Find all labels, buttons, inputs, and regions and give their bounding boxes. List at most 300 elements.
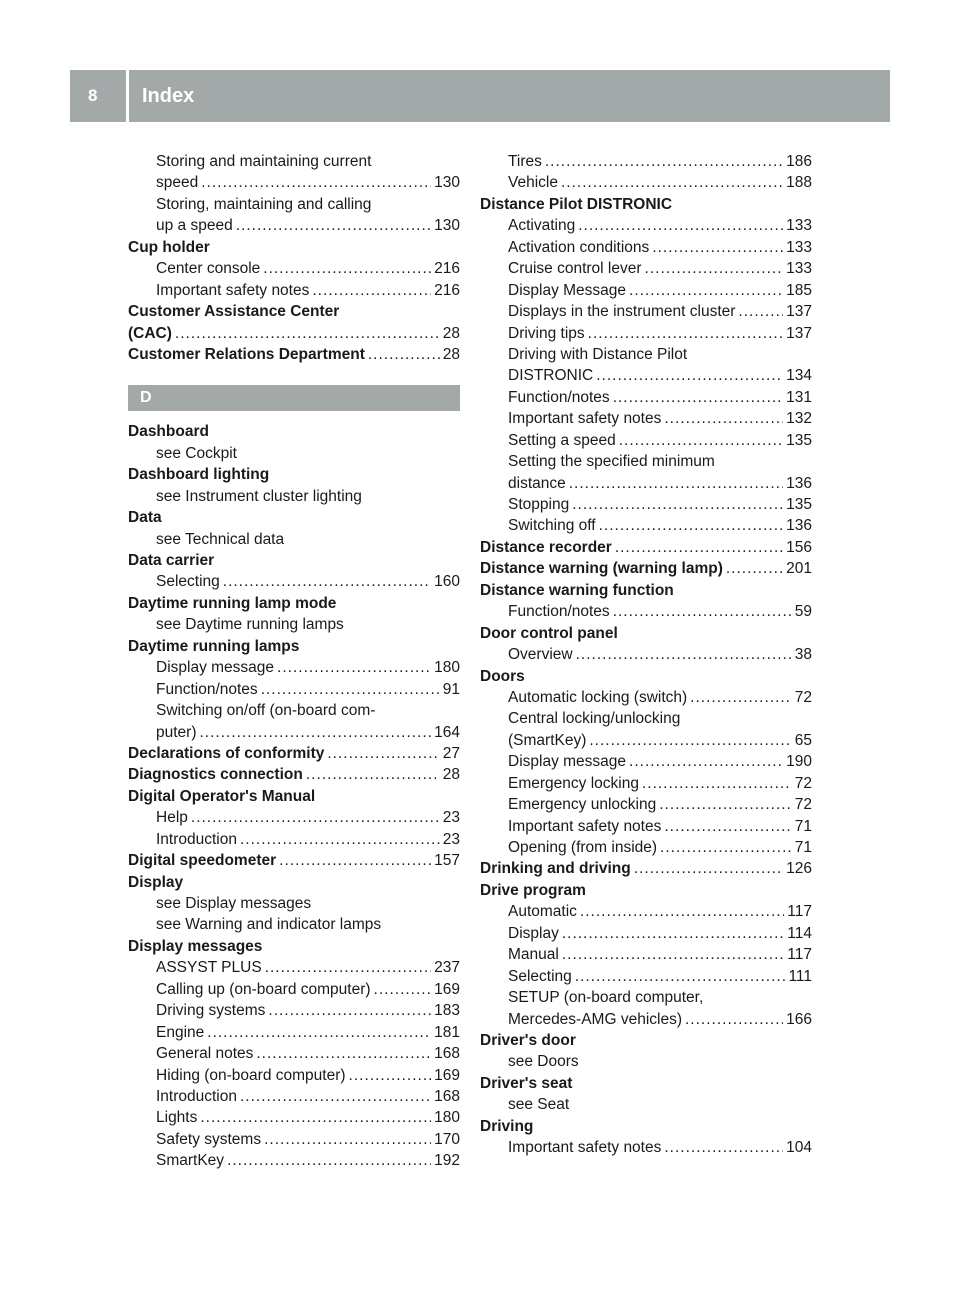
index-subentry [480, 451, 812, 472]
subentry-term: Emergency unlocking [508, 796, 657, 814]
page-reference[interactable]: 28 [442, 766, 460, 784]
dot-leader [596, 365, 783, 386]
index-subentry [480, 708, 812, 729]
page-title: Index [142, 84, 195, 107]
page-reference[interactable]: 169 [434, 1066, 460, 1084]
index-entry [480, 1073, 812, 1094]
subentry-term: Help [156, 809, 188, 827]
page-reference[interactable]: 130 [434, 174, 460, 192]
entry-term: Driving [480, 1117, 534, 1135]
entry-term: Digital Operator's Manual [128, 787, 316, 805]
index-entry [128, 323, 460, 344]
subentry-term: see Instrument cluster lighting [156, 487, 362, 505]
index-subentry [128, 1086, 460, 1107]
page-reference[interactable]: 180 [434, 1109, 460, 1127]
subentry-term: Storing and maintaining current [156, 153, 372, 170]
page-reference[interactable]: 111 [788, 967, 812, 985]
dot-leader [664, 408, 783, 429]
dot-leader [652, 237, 783, 258]
dot-leader [200, 1107, 431, 1128]
subentry-term: Tires [508, 153, 542, 170]
entry-term: Cup holder [128, 238, 210, 256]
index-subentry [480, 730, 812, 751]
dot-leader [374, 979, 432, 1000]
subentry-term: see Doors [508, 1053, 579, 1071]
section-letter-header: D [128, 385, 460, 411]
dot-leader [223, 571, 431, 592]
entry-term: Daytime running lamps [128, 637, 300, 655]
subentry-term: Vehicle [508, 174, 558, 192]
page-reference[interactable]: 133 [786, 217, 812, 235]
index-subentry [128, 700, 460, 721]
page-reference[interactable]: 216 [434, 281, 460, 299]
index-subentry [128, 957, 460, 978]
index-subentry [128, 979, 460, 1000]
page-reference[interactable]: 134 [786, 367, 812, 385]
subentry-term: Calling up (on-board computer) [156, 980, 371, 998]
entry-term: Distance warning (warning lamp) [480, 560, 723, 578]
page-reference[interactable]: 130 [434, 217, 460, 235]
subentry-term: Switching on/off (on-board com- [156, 702, 376, 720]
page-reference[interactable]: 23 [442, 830, 460, 848]
index-entry [128, 593, 460, 614]
subentry-term: Overview [508, 646, 573, 664]
index-subentry [480, 473, 812, 494]
subentry-term: Hiding (on-board computer) [156, 1066, 346, 1084]
subentry-term: Introduction [156, 830, 237, 848]
entry-term: Customer Assistance Center [128, 303, 340, 321]
entry-term: Display messages [128, 937, 263, 955]
dot-leader [615, 537, 783, 558]
page-reference[interactable]: 168 [434, 1087, 460, 1105]
page-reference[interactable]: 181 [434, 1023, 460, 1041]
entry-term: Digital speedometer [128, 852, 277, 870]
index-subentry [128, 679, 460, 700]
subentry-term: Engine [156, 1023, 205, 1041]
index-subentry [480, 172, 812, 193]
dot-leader [634, 858, 783, 879]
page-reference[interactable]: 160 [434, 573, 460, 591]
dot-leader [256, 1043, 431, 1064]
dot-leader [572, 494, 783, 515]
index-subentry [480, 1137, 812, 1158]
subentry-term: Driving with Distance Pilot [508, 345, 688, 363]
page-reference[interactable]: 186 [786, 153, 812, 170]
page-reference[interactable]: 201 [786, 560, 812, 578]
dot-leader [589, 730, 791, 751]
index-subentry [128, 614, 460, 635]
index-subentry [128, 1000, 460, 1021]
subentry-term: see Seat [508, 1096, 570, 1114]
page-reference[interactable]: 137 [786, 303, 812, 321]
index-column-right [480, 151, 812, 1159]
subentry-term: Function/notes [508, 603, 610, 621]
index-subentry [128, 172, 460, 193]
index-entry [128, 764, 460, 785]
subentry-term: Important safety notes [156, 281, 310, 299]
entry-term: Diagnostics connection [128, 766, 303, 784]
subentry-term: Activating [508, 217, 576, 235]
dot-leader [227, 1150, 431, 1171]
page-reference[interactable]: 65 [794, 731, 812, 749]
subentry-term: Stopping [508, 496, 570, 513]
subentry-term: Emergency locking [508, 774, 639, 792]
index-entry [128, 872, 460, 893]
page-reference[interactable]: 126 [786, 860, 812, 878]
page-reference[interactable]: 190 [786, 753, 812, 771]
page-reference[interactable]: 72 [794, 796, 812, 814]
dot-leader [545, 151, 783, 172]
entry-term: Daytime running lamp mode [128, 594, 337, 612]
dot-leader [277, 657, 431, 678]
index-entry [128, 464, 460, 485]
index-entry [128, 550, 460, 571]
index-subentry [480, 280, 812, 301]
dot-leader [175, 323, 440, 344]
dot-leader [268, 1000, 431, 1021]
index-subentry [480, 365, 812, 386]
page-reference[interactable]: 71 [794, 839, 812, 856]
subentry-term: Selecting [508, 967, 572, 985]
subentry-term: see Cockpit [156, 444, 237, 462]
index-subentry [128, 914, 460, 935]
page-reference[interactable]: 28 [442, 345, 460, 363]
dot-leader [575, 966, 786, 987]
page-reference[interactable]: 170 [434, 1130, 460, 1148]
subentry-term: Safety systems [156, 1130, 262, 1148]
entry-term: Doors [480, 667, 525, 685]
page-reference[interactable]: 132 [786, 410, 812, 428]
page-reference[interactable]: 28 [442, 324, 460, 342]
page-reference[interactable]: 168 [434, 1045, 460, 1063]
index-entry [128, 301, 460, 322]
dot-leader [265, 957, 431, 978]
page-reference[interactable]: 72 [794, 774, 812, 792]
dot-leader [327, 743, 439, 764]
dot-leader [207, 1022, 431, 1043]
index-entry [128, 344, 460, 365]
entry-term: Door control panel [480, 624, 618, 642]
index-subentry [480, 837, 812, 858]
index-subentry [128, 807, 460, 828]
index-entry [128, 507, 460, 528]
page-reference[interactable]: 183 [434, 1002, 460, 1020]
page-reference[interactable]: 131 [786, 388, 812, 406]
subentry-term: SETUP (on-board computer, [508, 989, 704, 1007]
entry-term: Declarations of conformity [128, 744, 325, 762]
index-subentry [128, 1150, 460, 1171]
subentry-term: Lights [156, 1109, 198, 1127]
index-subentry [480, 751, 812, 772]
dot-leader [599, 515, 784, 536]
index-subentry [128, 1107, 460, 1128]
page-reference[interactable]: 192 [434, 1152, 460, 1170]
page-reference[interactable]: 136 [786, 517, 812, 535]
subentry-term: see Daytime running lamps [156, 616, 344, 634]
entry-term: Data [128, 509, 162, 527]
dot-leader [576, 644, 792, 665]
subentry-term: Central locking/unlocking [508, 710, 681, 728]
subentry-term: (SmartKey) [508, 731, 587, 749]
dot-leader [738, 301, 783, 322]
index-subentry [128, 722, 460, 743]
dot-leader [306, 764, 440, 785]
index-subentry [480, 515, 812, 536]
page-reference[interactable]: 157 [434, 852, 460, 870]
subentry-term: puter) [156, 723, 197, 741]
index-subentry [480, 944, 812, 965]
subentry-term: Display Message [508, 281, 627, 299]
subentry-term: Introduction [156, 1087, 237, 1105]
page-reference[interactable]: 133 [786, 238, 812, 256]
index-entry [128, 936, 460, 957]
page-reference[interactable]: 117 [787, 946, 812, 964]
subentry-term: Automatic locking (switch) [508, 688, 688, 706]
index-subentry [128, 258, 460, 279]
dot-leader [201, 172, 431, 193]
dot-leader [240, 1086, 431, 1107]
entry-term: Driver's door [480, 1031, 576, 1049]
subentry-term: ASSYST PLUS [156, 959, 262, 977]
subentry-term: Function/notes [156, 680, 258, 698]
index-entry [480, 1116, 812, 1137]
subentry-term: up a speed [156, 217, 233, 235]
subentry-term: Driving tips [508, 324, 585, 342]
dot-leader [726, 558, 783, 579]
index-subentry [480, 408, 812, 429]
index-subentry [128, 1022, 460, 1043]
dot-leader [664, 1137, 783, 1158]
index-subentry [480, 387, 812, 408]
subentry-term: Display [508, 924, 559, 942]
dot-leader [613, 601, 792, 622]
page-reference[interactable]: 135 [786, 496, 812, 513]
page-reference[interactable]: 135 [786, 431, 812, 449]
index-entry [128, 421, 460, 442]
subentry-term: Manual [508, 946, 559, 964]
index-entry [480, 558, 812, 579]
page-reference[interactable]: 185 [786, 281, 812, 299]
dot-leader [580, 901, 784, 922]
dot-leader [629, 751, 783, 772]
index-subentry [128, 829, 460, 850]
index-subentry [480, 601, 812, 622]
page-reference[interactable]: 117 [787, 903, 812, 921]
index-subentry [128, 194, 460, 215]
dot-leader [690, 687, 792, 708]
dot-leader [569, 473, 783, 494]
subentry-term: Display message [508, 753, 627, 771]
dot-leader [240, 829, 440, 850]
dot-leader [588, 323, 783, 344]
page-reference[interactable]: 27 [442, 744, 460, 762]
entry-term: Customer Relations Department [128, 345, 365, 363]
entry-term: Drinking and driving [480, 860, 631, 878]
index-subentry [480, 237, 812, 258]
entry-term: (CAC) [128, 324, 172, 342]
subentry-term: see Display messages [156, 895, 312, 912]
index-subentry [480, 1051, 812, 1072]
index-entry [128, 237, 460, 258]
dot-leader [619, 430, 783, 451]
dot-leader [200, 722, 432, 743]
index-subentry [480, 215, 812, 236]
index-subentry [128, 1129, 460, 1150]
entry-term: Driver's seat [480, 1074, 573, 1092]
entry-term: Distance warning function [480, 581, 674, 599]
page-reference[interactable]: 180 [434, 659, 460, 677]
page-reference[interactable]: 156 [786, 538, 812, 556]
dot-leader [236, 215, 431, 236]
dot-leader [263, 258, 431, 279]
subentry-term: Switching off [508, 517, 596, 535]
dot-leader [368, 344, 440, 365]
subentry-term: Activation conditions [508, 238, 650, 256]
index-subentry [128, 1043, 460, 1064]
entry-term: Drive program [480, 881, 586, 899]
entry-term: Dashboard lighting [128, 466, 270, 484]
subentry-term: Center console [156, 260, 261, 278]
index-subentry [128, 571, 460, 592]
index-subentry [480, 966, 812, 987]
dot-leader [561, 172, 783, 193]
index-entry [480, 666, 812, 687]
subentry-term: Display message [156, 659, 275, 677]
page-reference[interactable]: 114 [787, 924, 812, 942]
index-entry [480, 194, 812, 215]
entry-term: Distance Pilot DISTRONIC [480, 195, 673, 213]
index-subentry [480, 773, 812, 794]
subentry-term: Important safety notes [508, 410, 662, 428]
dot-leader [613, 387, 783, 408]
index-subentry [480, 1009, 812, 1030]
dot-leader [629, 280, 783, 301]
index-subentry [128, 486, 460, 507]
subentry-term: Cruise control lever [508, 260, 642, 278]
index-subentry [128, 529, 460, 550]
subentry-term: Setting a speed [508, 431, 616, 449]
dot-leader [264, 1129, 431, 1150]
index-subentry [480, 1094, 812, 1115]
dot-leader [659, 794, 792, 815]
index-entry [128, 743, 460, 764]
page-reference[interactable]: 188 [786, 174, 812, 192]
index-entry [128, 850, 460, 871]
page-reference[interactable]: 38 [794, 646, 812, 664]
dot-leader [642, 773, 792, 794]
index-entry [128, 786, 460, 807]
index-entry [480, 1030, 812, 1051]
index-entry [480, 537, 812, 558]
index-subentry [128, 215, 460, 236]
index-subentry [480, 987, 812, 1008]
subentry-term: General notes [156, 1045, 254, 1063]
dot-leader [279, 850, 431, 871]
subentry-term: Driving systems [156, 1002, 266, 1020]
subentry-term: Automatic [508, 903, 577, 921]
index-subentry [480, 816, 812, 837]
subentry-term: distance [508, 474, 566, 492]
index-entry [480, 580, 812, 601]
index-subentry [480, 494, 812, 515]
subentry-term: see Technical data [156, 530, 285, 548]
subentry-term: Important safety notes [508, 817, 662, 835]
index-column-left [128, 151, 460, 1172]
subentry-term: see Warning and indicator lamps [156, 916, 382, 934]
subentry-term: Storing, maintaining and calling [156, 195, 372, 213]
page-reference[interactable]: 91 [442, 680, 460, 698]
page-reference[interactable]: 71 [794, 817, 812, 835]
page-reference[interactable]: 166 [786, 1010, 812, 1028]
index-subentry [480, 644, 812, 665]
index-subentry [480, 344, 812, 365]
page-reference[interactable]: 136 [786, 474, 812, 492]
entry-term: Dashboard [128, 423, 209, 441]
page-reference[interactable]: 133 [786, 260, 812, 278]
index-subentry [480, 301, 812, 322]
index-entry [480, 858, 812, 879]
page-reference[interactable]: 137 [786, 324, 812, 342]
subentry-term: Selecting [156, 573, 220, 591]
index-entry [480, 880, 812, 901]
index-subentry [128, 893, 460, 914]
index-subentry [128, 443, 460, 464]
subentry-term: SmartKey [156, 1152, 225, 1170]
index-subentry [128, 151, 460, 172]
index-subentry [128, 280, 460, 301]
page-reference[interactable]: 59 [794, 603, 812, 621]
index-subentry [480, 901, 812, 922]
dot-leader [349, 1065, 432, 1086]
index-subentry [480, 923, 812, 944]
dot-leader [685, 1009, 783, 1030]
index-subentry [480, 151, 812, 172]
entry-term: Data carrier [128, 552, 215, 569]
page-reference[interactable]: 72 [794, 688, 812, 706]
entry-term: Distance recorder [480, 538, 612, 556]
subentry-term: Setting the specified minimum [508, 453, 715, 471]
index-entry [480, 623, 812, 644]
dot-leader [562, 923, 784, 944]
index-subentry [480, 323, 812, 344]
subentry-term: Mercedes-AMG vehicles) [508, 1010, 682, 1028]
subentry-term: Opening (from inside) [508, 839, 658, 856]
dot-leader [578, 215, 783, 236]
page-header [70, 70, 890, 122]
subentry-term: Function/notes [508, 388, 610, 406]
index-subentry [480, 258, 812, 279]
page-reference[interactable]: 164 [434, 723, 460, 741]
dot-leader [664, 816, 791, 837]
dot-leader [645, 258, 784, 279]
page-reference[interactable]: 237 [434, 959, 460, 977]
dot-leader [312, 280, 431, 301]
index-entry [128, 636, 460, 657]
index-subentry [480, 430, 812, 451]
index-subentry [128, 657, 460, 678]
page-reference[interactable]: 169 [434, 980, 460, 998]
page-reference[interactable]: 216 [434, 260, 460, 278]
page-reference[interactable]: 23 [442, 809, 460, 827]
page-number: 8 [88, 86, 98, 105]
index-subentry [480, 687, 812, 708]
page-reference[interactable]: 104 [786, 1139, 812, 1157]
index-subentry [128, 1065, 460, 1086]
dot-leader [660, 837, 792, 858]
subentry-term: Displays in the instrument cluster [508, 303, 736, 321]
entry-term: Display [128, 873, 184, 891]
subentry-term: speed [156, 174, 199, 192]
